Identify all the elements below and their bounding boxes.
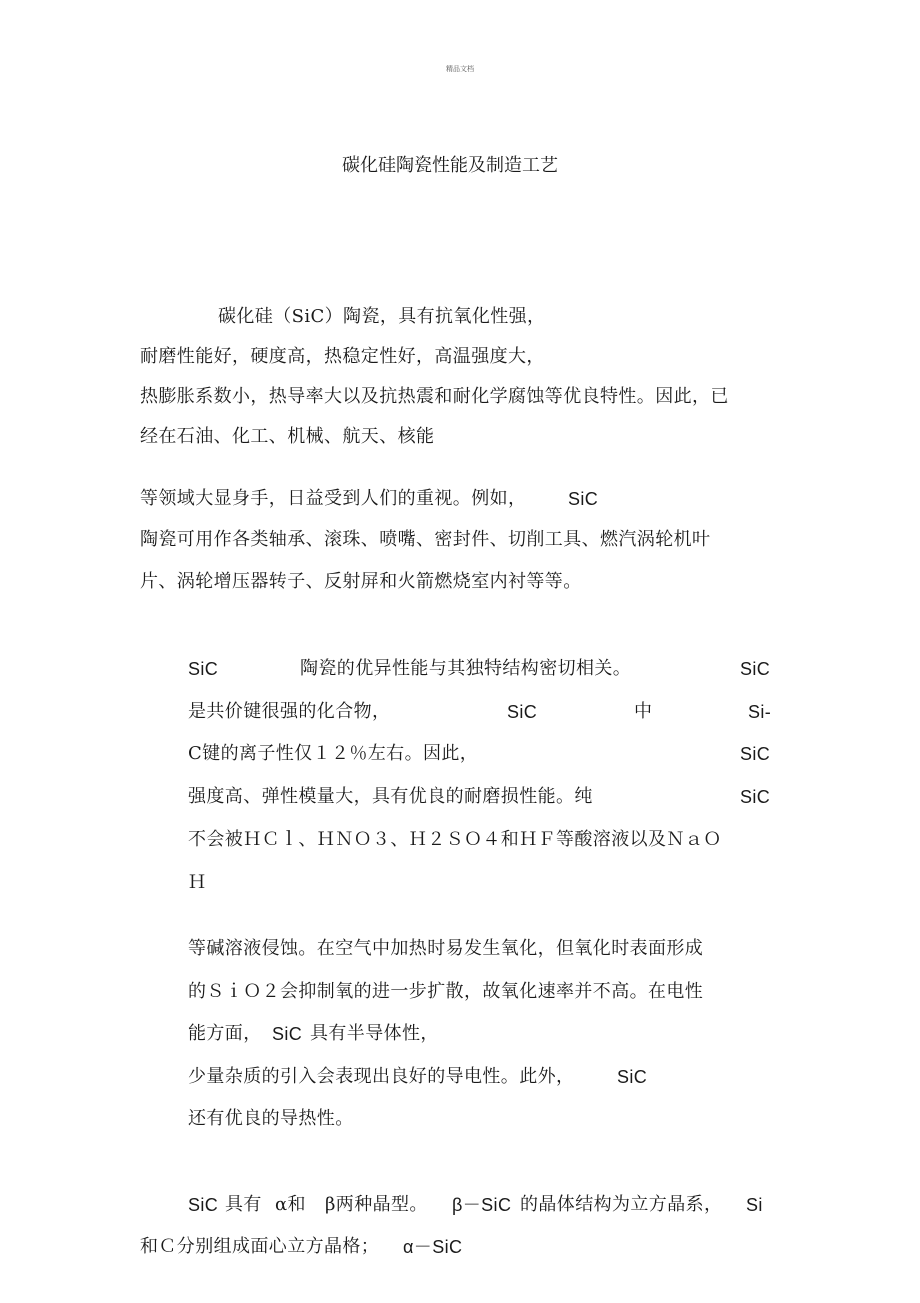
text-line: 不会被ＨＣｌ、ＨＮＯ３、Ｈ２ＳＯ４和ＨＦ等酸溶液以及ＮａＯ xyxy=(188,829,722,850)
page-header: 精品文档 xyxy=(446,65,474,73)
document-title: 碳化硅陶瓷性能及制造工艺 xyxy=(342,155,558,176)
text-line: 具有 xyxy=(225,1194,262,1215)
si-term: Si- xyxy=(748,702,772,722)
text-line: 经在石油、化工、机械、航天、核能 xyxy=(140,426,435,447)
text-line: 少量杂质的引入会表现出良好的导电性。此外， xyxy=(188,1066,575,1087)
sic-term: SiC xyxy=(188,659,219,679)
sic-term: SiC xyxy=(740,744,771,764)
text-line: 和Ｃ分别组成面心立方晶格； xyxy=(140,1236,380,1257)
sic-term: SiC xyxy=(568,489,599,509)
text-line: 陶瓷的优异性能与其独特结构密切相关。 xyxy=(300,658,632,679)
text-line: 碳化硅（SiC）陶瓷，具有抗氧化性强， xyxy=(218,306,546,327)
sic-term: β－SiC xyxy=(452,1195,512,1215)
text-line: 耐磨性能好，硬度高，热稳定性好，高温强度大， xyxy=(140,346,545,367)
sic-term: α－SiC xyxy=(403,1237,463,1257)
text-line: β两种晶型。 xyxy=(325,1194,428,1215)
text-line: C键的离子性仅１２％左右。因此， xyxy=(188,743,479,764)
text-line: Ｈ xyxy=(188,872,207,893)
sic-term: SiC xyxy=(507,702,538,722)
text-line: 能方面， xyxy=(188,1023,262,1044)
text-line: 中 xyxy=(634,701,653,722)
text-line: 片、涡轮增压器转子、反射屏和火箭燃烧室内衬等等。 xyxy=(140,571,582,592)
text-line: 的晶体结构为立方晶系， xyxy=(520,1194,723,1215)
text-line: α和 xyxy=(275,1194,306,1215)
text-line: 等领域大显身手，日益受到人们的重视。例如， xyxy=(140,488,527,509)
text-line: 还有优良的导热性。 xyxy=(188,1108,354,1129)
sic-term: SiC xyxy=(272,1024,303,1044)
text-line: 陶瓷可用作各类轴承、滚珠、喷嘴、密封件、切削工具、燃汽涡轮机叶 xyxy=(140,529,711,550)
text-line: 等碱溶液侵蚀。在空气中加热时易发生氧化，但氧化时表面形成 xyxy=(188,938,704,959)
sic-term: SiC xyxy=(740,787,771,807)
text-line: 是共价键很强的化合物， xyxy=(188,701,391,722)
si-term: Si xyxy=(746,1195,763,1215)
text-line: 具有半导体性， xyxy=(310,1023,439,1044)
text-line: 的ＳｉＯ２会抑制氧的进一步扩散，故氧化速率并不高。在电性 xyxy=(188,981,704,1002)
sic-term: SiC xyxy=(617,1067,648,1087)
text-line: 热膨胀系数小，热导率大以及抗热震和耐化学腐蚀等优良特性。因此，已 xyxy=(140,386,729,407)
text-line: 强度高、弹性模量大，具有优良的耐磨损性能。纯 xyxy=(188,786,593,807)
sic-term: SiC xyxy=(188,1195,219,1215)
sic-term: SiC xyxy=(740,659,771,679)
